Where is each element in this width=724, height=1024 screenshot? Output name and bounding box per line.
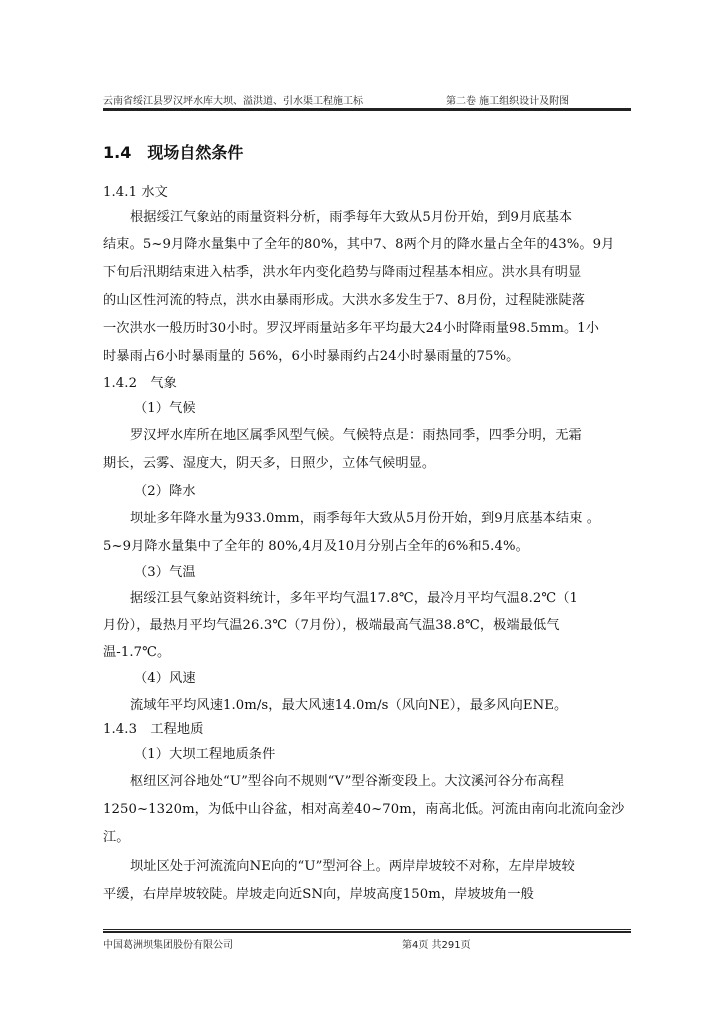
subsection-heading-hydrology: 1.4.1 水文: [103, 185, 168, 200]
item-heading-climate: （1）气候: [134, 401, 196, 416]
header-volume-title: 第二卷 施工组织设计及附图: [446, 96, 570, 107]
footer-company-name: 中国葛洲坝集团股份有限公司: [103, 940, 233, 951]
paragraph-line: 江。: [103, 830, 130, 845]
header-rule: [103, 108, 631, 111]
paragraph-line: 一次洪水一般历时30小时。罗汉坪雨量站多年平均最大24小时降雨量98.5mm。1小: [103, 321, 600, 336]
paragraph-line: 月份），最热月平均气温26.3℃（7月份），极端最高气温38.8℃，极端最低气: [103, 618, 560, 633]
paragraph-line: 1250~1320m，为低中山谷盆，相对高差40~70m，南高北低。河流由南向北流向金沙: [103, 802, 625, 817]
paragraph-line: 下旬后汛期结束进入枯季，洪水年内变化趋势与降雨过程基本相应。洪水具有明显: [103, 265, 582, 280]
paragraph-line: 平缓，右岸岸坡较陡。岸坡走向近SN向，岸坡高度150m，岸坡坡角一般: [103, 887, 534, 902]
paragraph-line: 时暴雨占6小时暴雨量的 56%，6小时暴雨约占24小时暴雨量的75%。: [103, 349, 520, 364]
section-title: 1.4 现场自然条件: [103, 143, 244, 162]
paragraph-line: 5~9月降水量集中了全年的 80%,4月及10月分别占全年的6%和5.4%。: [103, 539, 529, 554]
item-heading-dam-geology: （1）大坝工程地质条件: [134, 747, 276, 762]
item-heading-wind-speed: （4）风速: [134, 671, 196, 686]
paragraph-line: 期长，云雾、湿度大，阴天多，日照少，立体气候明显。: [103, 456, 436, 471]
subsection-heading-meteorology: 1.4.2 气象: [103, 376, 177, 391]
paragraph-line: 流域年平均风速1.0m/s，最大风速14.0m/s（风向NE），最多风向ENE。: [130, 698, 568, 713]
paragraph-line: 温-1.7℃。: [103, 645, 171, 660]
footer-page-number: 第4页 共291页: [402, 940, 471, 951]
paragraph-line: 坝址多年降水量为933.0mm，雨季每年大致从5月份开始，到9月底基本结束 。: [130, 511, 601, 526]
footer-rule: [103, 929, 631, 933]
item-heading-precipitation: （2）降水: [134, 484, 196, 499]
paragraph-line: 根据绥江气象站的雨量资料分析，雨季每年大致从5月份开始，到9月底基本: [130, 210, 573, 225]
paragraph-line: 结束。5~9月降水量集中了全年的80%，其中7、8两个月的降水量占全年的43%。9月: [103, 237, 615, 252]
subsection-heading-geology: 1.4.3 工程地质: [103, 722, 204, 737]
paragraph-line: 的山区性河流的特点，洪水由暴雨形成。大洪水多发生于7、8月份，过程陡涨陡落: [103, 293, 586, 308]
paragraph-line: 坝址区处于河流流向NE向的“U”型河谷上。两岸岸坡较不对称，左岸岸坡较: [130, 859, 575, 874]
paragraph-line: 枢纽区河谷地处“U”型谷向不规则“V”型谷渐变段上。大汶溪河谷分布高程: [130, 774, 565, 789]
paragraph-line: 据绥江县气象站资料统计，多年平均气温17.8℃，最冷月平均气温8.2℃（1: [130, 591, 578, 606]
header-project-name: 云南省绥江县罗汉坪水库大坝、溢洪道、引水渠工程施工标: [103, 96, 363, 107]
item-heading-temperature: （3）气温: [134, 565, 196, 580]
paragraph-line: 罗汉坪水库所在地区属季风型气候。气候特点是：雨热同季，四季分明，无霜: [130, 428, 582, 443]
